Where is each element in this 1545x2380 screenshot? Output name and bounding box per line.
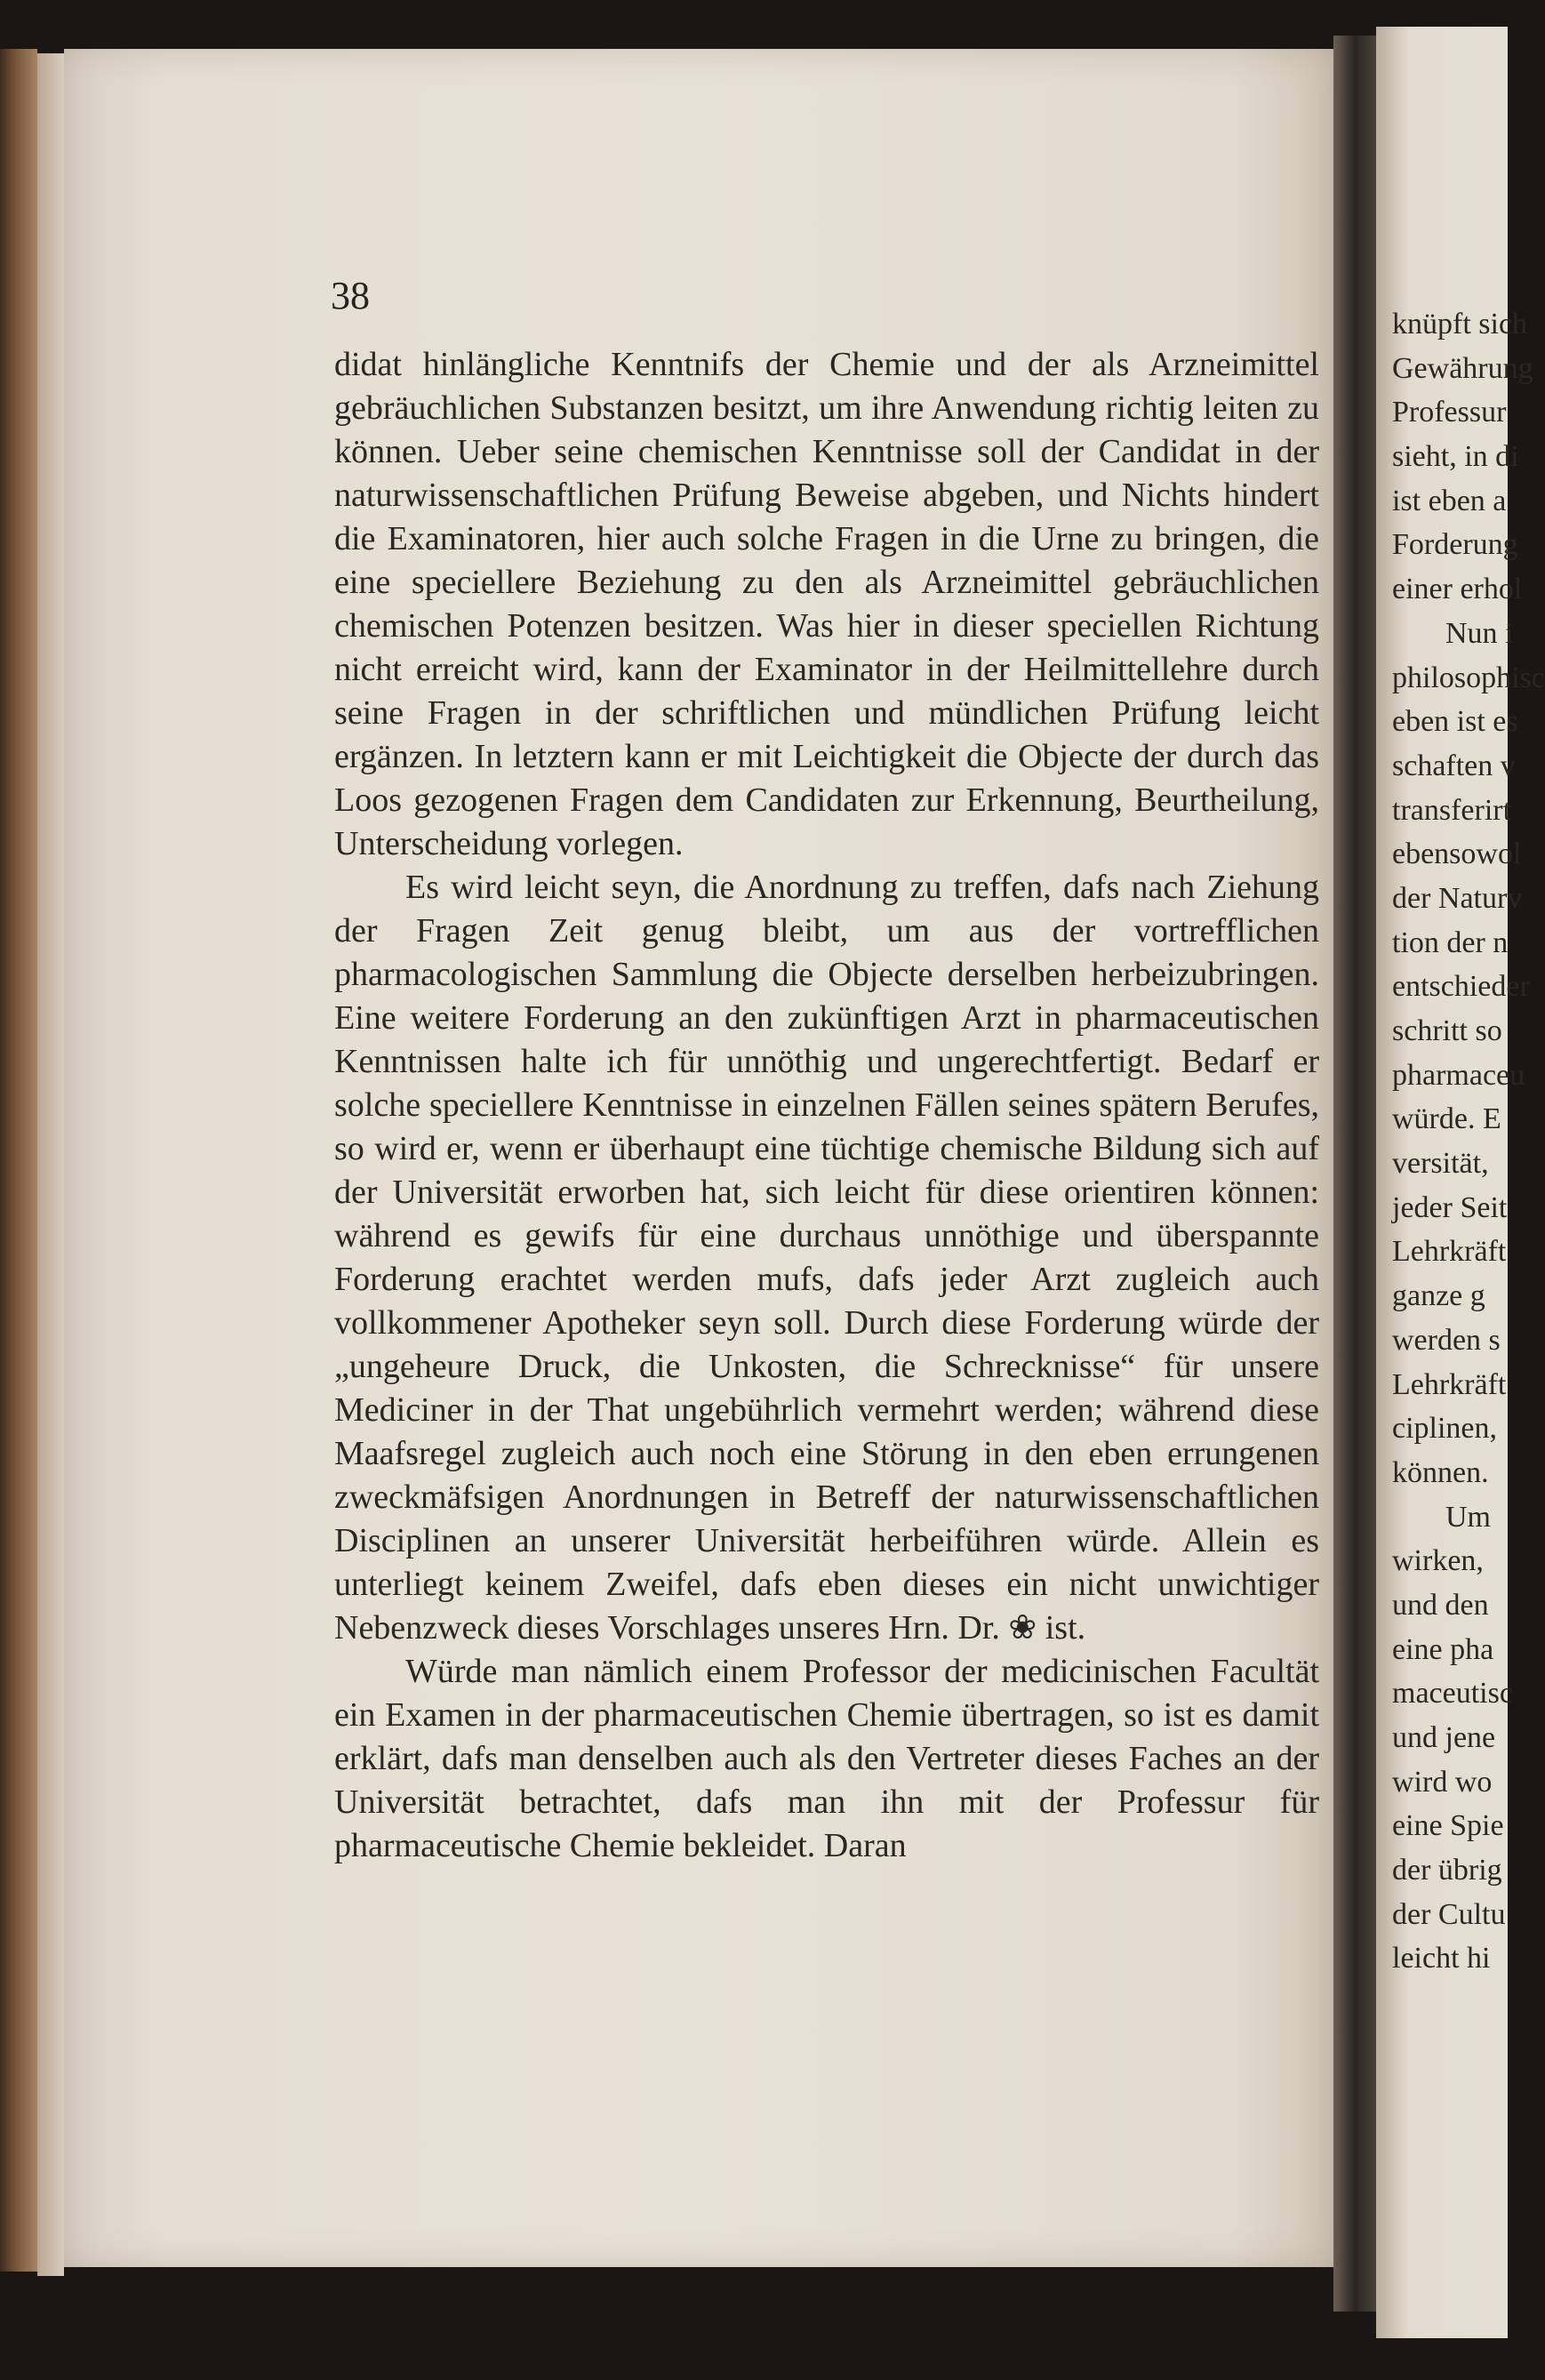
book-gutter	[1333, 36, 1376, 2312]
facing-line: transferirt	[1392, 793, 1512, 827]
facing-line: und den	[1392, 1588, 1489, 1622]
facing-line: Nun i	[1445, 616, 1514, 650]
facing-line: sieht, in di	[1392, 440, 1519, 474]
facing-line: ganze g	[1392, 1279, 1485, 1313]
body-text	[334, 343, 1319, 1868]
facing-line: werden s	[1392, 1323, 1501, 1357]
facing-line: wird wo	[1392, 1765, 1493, 1799]
facing-line: der Naturv	[1392, 881, 1523, 915]
facing-line: ist eben a	[1392, 484, 1507, 517]
facing-page-text	[1392, 302, 1545, 1981]
facing-line: schritt so	[1392, 1014, 1502, 1047]
facing-line: wirken,	[1392, 1544, 1484, 1578]
paragraph: Es wird leicht seyn, die Anordnung zu treffen, dafs nach Ziehung der Fragen Zeit genug bleibt, um aus der vortrefflichen pharmacologischen Sammlung die Objecte derselben herbeizubringen. Eine weitere Forderung an den zukünftigen Arzt in pharmaceutischen Kenntnissen halte ich für unnöthig und ungerechtfertigt. Bedarf er solche speciellere Kenntnisse in einzelnen Fällen seines spätern Berufes, so wird er, wenn er überhaupt eine tüchtige chemische Bildung sich auf der Universität erworben hat, sich leicht für diese orientiren können: während es gewifs für eine durchaus unnöthige und überspannte Forderung erachtet werden mufs, dafs jeder Arzt zugleich auch vollkommener Apotheker seyn soll. Durch diese Forderung würde der „ungeheure Druck, die Unkosten, die Schrecknisse“ für unsere Mediciner in der That ungebührlich vermehrt werden; während diese Maafsregel zugleich auch noch eine Störung in den eben errungenen zweckmäfsigen Anordnungen in Betreff der naturwissenschaftlichen Disciplinen an unserer Universität herbeiführen würde. Allein es unterliegt keinem Zweifel, dafs eben dieses ein nicht unwichtiger Nebenzweck dieses Vorschlages unseres Hrn. Dr. ❀ ist.	[334, 869, 1319, 1647]
facing-line: Professur	[1392, 396, 1507, 429]
page-stack-edge	[37, 53, 64, 2276]
facing-line: der übrig	[1392, 1854, 1502, 1887]
facing-line: knüpft sich	[1392, 308, 1528, 341]
facing-line: ebensowol	[1392, 837, 1522, 871]
facing-line: ciplinen,	[1392, 1412, 1498, 1446]
facing-line: tion der n	[1392, 926, 1509, 959]
facing-line: einer erhol	[1392, 573, 1523, 606]
facing-line: Um	[1445, 1500, 1491, 1534]
facing-line: Lehrkräft	[1392, 1367, 1507, 1401]
book-spine	[0, 49, 37, 2272]
facing-line: entschieder	[1392, 970, 1530, 1004]
facing-line: der Cultu	[1392, 1897, 1506, 1931]
facing-line: Forderung	[1392, 528, 1518, 562]
facing-line: Gewährung	[1392, 351, 1533, 385]
facing-line: schaften v	[1392, 749, 1516, 782]
facing-line: eine pha	[1392, 1632, 1494, 1666]
facing-line: würde. E	[1392, 1102, 1501, 1136]
facing-line: philosophisc	[1392, 661, 1545, 694]
facing-line: eben ist es	[1392, 705, 1518, 739]
facing-line: eine Spie	[1392, 1809, 1504, 1843]
facing-line: Lehrkräft	[1392, 1235, 1507, 1269]
facing-line: pharmaceu	[1392, 1058, 1525, 1092]
facing-line: leicht hi	[1392, 1942, 1491, 1975]
paragraph: Würde man nämlich einem Professor der medicinischen Facultät ein Examen in der pharmaceutischen Chemie übertragen, so ist es damit erklärt, dafs man denselben auch als den Vertreter dieses Faches an der Universität betrachtet, dafs man ihn mit der Professur für pharmaceutische Chemie bekleidet. Daran	[334, 1653, 1319, 1864]
facing-line: und jene	[1392, 1721, 1496, 1754]
facing-line: jeder Seit	[1392, 1190, 1508, 1224]
facing-line: können.	[1392, 1455, 1489, 1489]
paragraph: didat hinlängliche Kenntnifs der Chemie und der als Arzneimittel gebräuchlichen Substanzen besitzt, um ihre Anwendung richtig leiten zu können. Ueber seine chemischen Kenntnisse soll der Candidat in der naturwissenschaftlichen Prüfung Beweise abgeben, und Nichts hindert die Examinatoren, hier auch solche Fragen in die Urne zu bringen, die eine speciellere Beziehung zu den als Arzneimittel gebräuchlichen chemischen Potenzen besitzen. Was hier in dieser speciellen Richtung nicht erreicht wird, kann der Examinator in der Heilmittellehre durch seine Fragen in der schriftlichen und mündlichen Prüfung leicht ergänzen. In letztern kann er mit Leichtigkeit die Objecte der durch das Loos gezogenen Fragen dem Candidaten zur Erkennung, Beurtheilung, Unterscheidung vorlegen.	[334, 346, 1319, 862]
facing-line: maceutisc	[1392, 1677, 1513, 1711]
facing-line: versität,	[1392, 1147, 1489, 1181]
page-number: 38	[331, 274, 370, 317]
